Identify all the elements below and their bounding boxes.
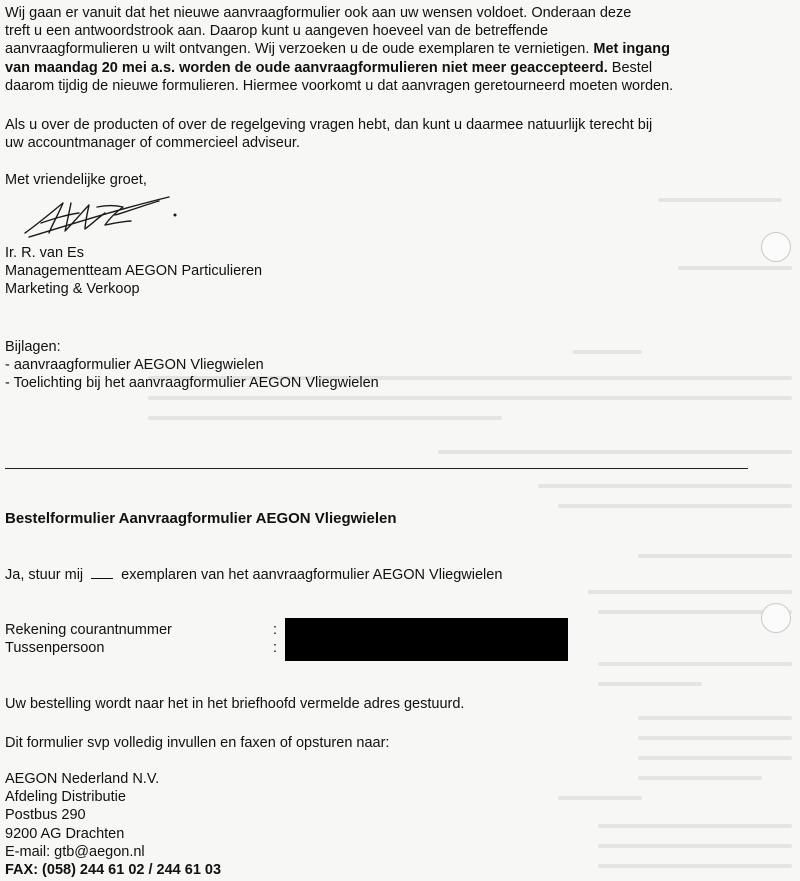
- address-department: Afdeling Distributie: [5, 789, 126, 806]
- quantity-blank-field[interactable]: [91, 566, 113, 579]
- attachments-list: [5, 338, 379, 393]
- order-prefix: Ja, stuur mij: [5, 567, 84, 583]
- order-suffix: exemplaren van het aanvraagformulier AEGON Vliegwielen: [121, 567, 503, 583]
- signer-team: Managementteam AEGON Particulieren: [5, 263, 263, 280]
- address-company: AEGON Nederland N.V.: [5, 771, 160, 787]
- intro-line-1: Wij gaan er vanuit dat het nieuwe aanvraagformulier ook aan uw wensen voldoet. Onderaan deze: [5, 5, 632, 21]
- intro-line-5: daarom tijdig de nieuwe formulieren. Hiermee voorkomt u dat aanvragen geretourneerd moeten worden.: [5, 77, 674, 94]
- intro-line-3-text: aanvraagformulieren u wilt ontvangen. Wij verzoeken u de oude exemplaren te vernietigen.: [5, 41, 594, 58]
- questions-line-1: Als u over de producten of over de regelgeving vragen hebt, dan kunt u daarmee natuurlijk terecht bij: [5, 117, 653, 133]
- submit-instructions: Dit formulier svp volledig invullen en faxen of opsturen naar:: [5, 735, 390, 751]
- questions-line-2: uw accountmanager of commercieel adviseur.: [5, 135, 300, 152]
- intro-line-4: [5, 59, 673, 77]
- account-number-label: Rekening courantnummer: [5, 622, 172, 638]
- intro-line-3: [5, 40, 673, 58]
- signer-department: Marketing & Verkoop: [5, 281, 140, 298]
- closing-greeting: Met vriendelijke groet,: [5, 172, 147, 188]
- attachment-item-2: - Toelichting bij het aanvraagformulier AEGON Vliegwielen: [5, 375, 379, 392]
- redaction-block: [285, 618, 568, 661]
- signer-name: Ir. R. van Es: [5, 245, 84, 261]
- order-form-title: Bestelformulier Aanvraagformulier AEGON Vliegwielen: [5, 510, 397, 527]
- attachments-heading: Bijlagen:: [5, 339, 61, 355]
- intro-line-3-emphasis: Met ingang: [593, 41, 670, 58]
- punch-hole-top: [761, 232, 791, 262]
- intro-line-4-text: Bestel: [607, 59, 653, 76]
- punch-hole-bottom: [761, 603, 791, 633]
- address-city: 9200 AG Drachten: [5, 825, 125, 842]
- section-divider: [5, 468, 748, 469]
- return-address: [5, 770, 221, 879]
- intermediary-colon: :: [273, 640, 278, 656]
- signer-block: [5, 244, 262, 299]
- attachment-item-1: - aanvraagformulier AEGON Vliegwielen: [5, 357, 264, 374]
- order-quantity-line: [5, 566, 502, 584]
- intro-line-4-emphasis: van maandag 20 mei a.s. worden de oude aanvraagformulieren niet meer geaccepteerd.: [5, 59, 608, 76]
- address-fax: FAX: (058) 244 61 02 / 244 61 03: [5, 862, 222, 879]
- handwritten-signature: [19, 193, 189, 239]
- intro-line-2: treft u een antwoordstrook aan. Daarop kunt u aangeven hoeveel van de betreffende: [5, 23, 549, 40]
- address-email: E-mail: gtb@aegon.nl: [5, 843, 145, 860]
- address-po-box: Postbus 290: [5, 807, 86, 824]
- account-number-colon: :: [273, 622, 278, 638]
- intro-paragraph: [5, 4, 673, 95]
- intermediary-label: Tussenpersoon: [5, 640, 105, 656]
- questions-paragraph: [5, 116, 652, 152]
- delivery-note: Uw bestelling wordt naar het in het briefhoofd vermelde adres gestuurd.: [5, 696, 465, 712]
